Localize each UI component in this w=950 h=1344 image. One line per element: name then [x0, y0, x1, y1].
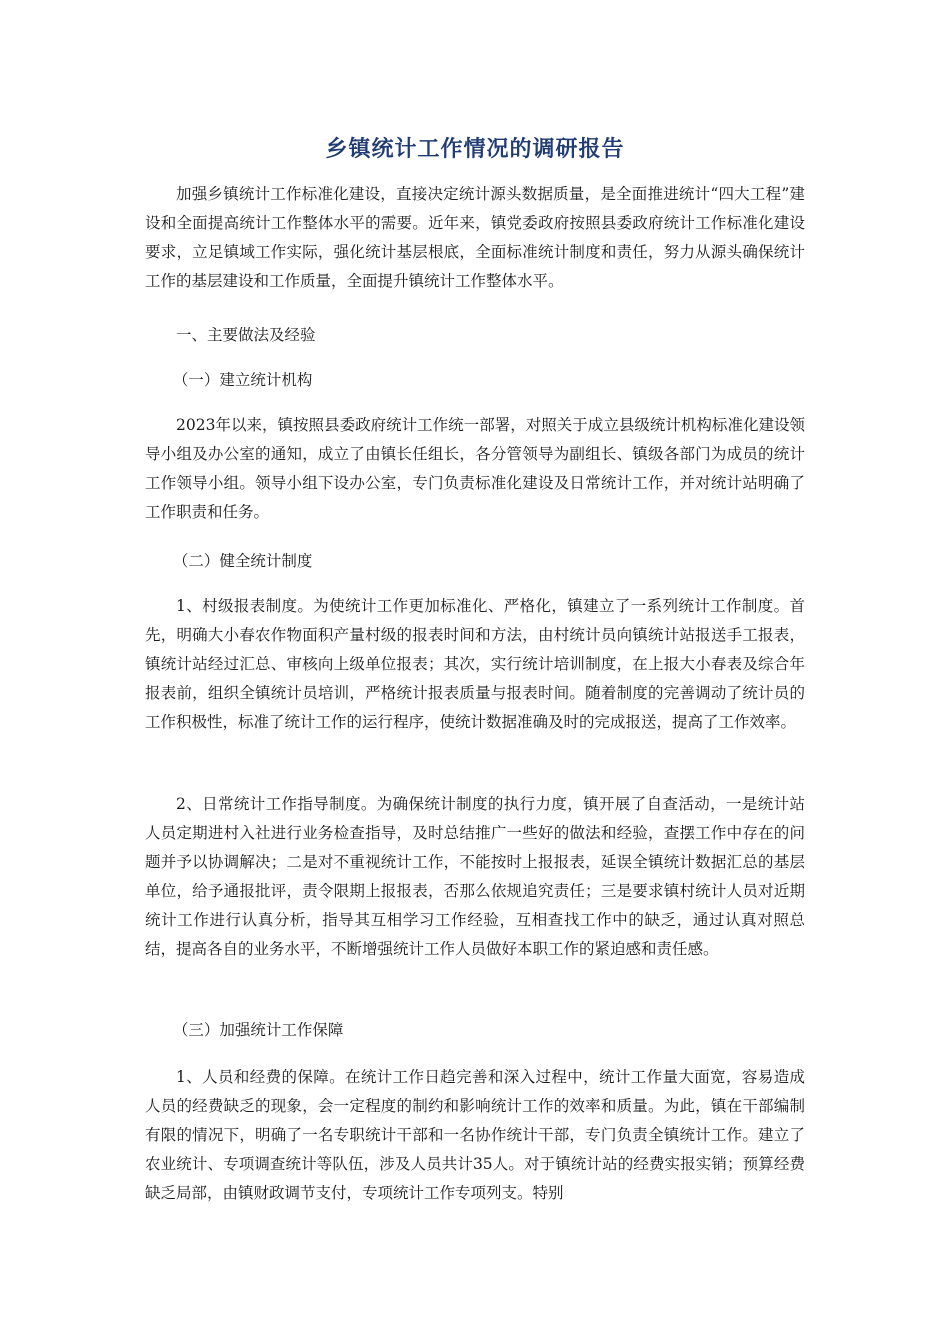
subsection-heading-establish-agency: （一）建立统计机构: [172, 371, 313, 389]
document-title: 乡镇统计工作情况的调研报告: [325, 137, 625, 162]
paragraph-daily-guidance-system: 2、日常统计工作指导制度。为确保统计制度的执行力度，镇开展了自查活动，一是统计站人员定期进村入社进行业务检查指导，及时总结推广一些好的做法和经验，查摆工作中存在的问题并予以协调解决；二是对不重视统计工作，不能按时上报报表，延误全镇统计数据汇总的基层单位，给予通报批评，责令限期上报报表，否那么依规追究责任；三是要求镇村统计人员对近期统计工作进行认真分析，指导其互相学习工作经验，互相查找工作中的缺乏，通过认真对照总结，提高各自的业务水平，不断增强统计工作人员做好本职工作的紧迫感和责任感。: [145, 795, 805, 958]
intro-paragraph: 加强乡镇统计工作标准化建设，直接决定统计源头数据质量，是全面推进统计“四大工程”建设和全面提高统计工作整体水平的需要。近年来，镇党委政府按照县委政府统计工作标准化建设要求，立足镇域工作实际，强化统计基层根底，全面标准统计制度和责任，努力从源头确保统计工作的基层建设和工作质量，全面提升镇统计工作整体水平。: [145, 185, 805, 290]
paragraph-village-report-system: 1、村级报表制度。为使统计工作更加标准化、严格化，镇建立了一系列统计工作制度。首先，明确大小春农作物面积产量村级的报表时间和方法，由村统计员向镇统计站报送手工报表，镇统计站经过汇总、审核向上级单位报表；其次，实行统计培训制度，在上报大小春表及综合年报表前，组织全镇统计员培训，严格统计报表质量与报表时间。随着制度的完善调动了统计员的工作积极性，标准了统计工作的运行程序，使统计数据准确及时的完成报送，提高了工作效率。: [145, 597, 805, 731]
section-heading-main-practices: 一、主要做法及经验: [176, 326, 316, 344]
subsection-heading-work-guarantee: （三）加强统计工作保障: [172, 1021, 344, 1039]
paragraph-establish-agency: 2023年以来，镇按照县委政府统计工作统一部署，对照关于成立县级统计机构标准化建设领导小组及办公室的通知，成立了由镇长任组长，各分管领导为副组长、镇级各部门为成员的统计工作领导小组。领导小组下设办公室，专门负责标准化建设及日常统计工作，并对统计站明确了工作职责和任务。: [145, 416, 805, 521]
paragraph-staff-funding: 1、人员和经费的保障。在统计工作日趋完善和深入过程中，统计工作量大面宽，容易造成人员的经费缺乏的现象，会一定程度的制约和影响统计工作的效率和质量。为此，镇在干部编制有限的情况下，明确了一名专职统计干部和一名协作统计干部，专门负责全镇统计工作。建立了农业统计、专项调查统计等队伍，涉及人员共计35人。对于镇统计站的经费实报实销；预算经费缺乏局部，由镇财政调节支付，专项统计工作专项列支。特别: [145, 1068, 805, 1202]
subsection-heading-statistics-system: （二）健全统计制度: [172, 552, 313, 570]
